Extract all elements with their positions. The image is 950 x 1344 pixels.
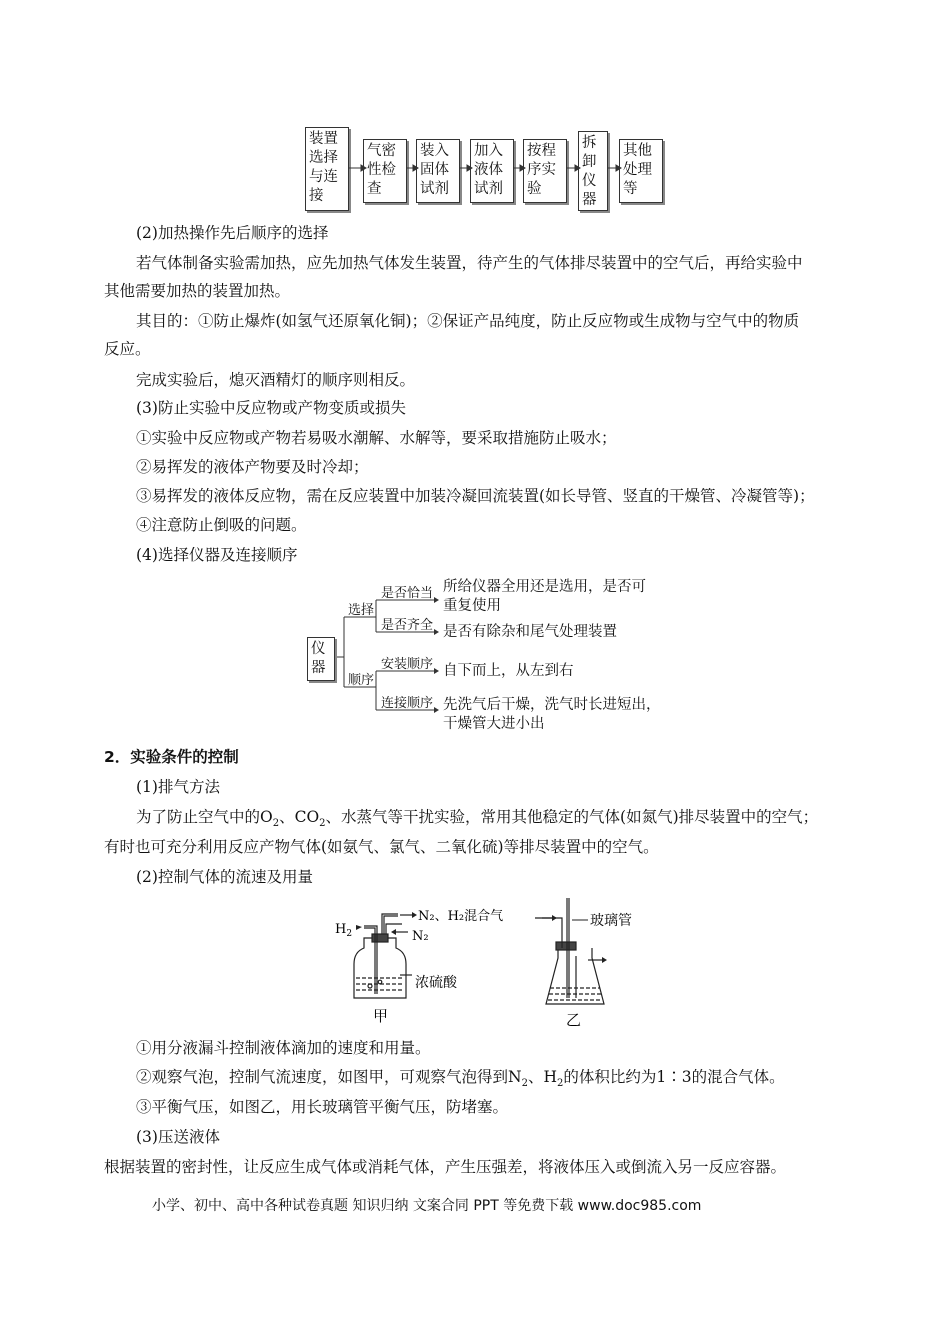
tree-q1: 是否恰当 xyxy=(381,586,434,601)
tree-branch-select: 选择 xyxy=(348,603,375,618)
flow-step-5: 按程序实验 xyxy=(523,139,567,203)
yi-flask xyxy=(546,948,604,1004)
tree-a4: 先洗气后干燥，洗气时长进短出， 干燥管大进小出 xyxy=(443,697,661,732)
heading-exhaust: (1)排气方法 xyxy=(136,778,220,796)
tree-branch-order: 顺序 xyxy=(348,673,375,688)
para-heat-1a: 若气体制备实验需加热，应先加热气体发生装置，待产生的气体排尽装置中的空气后，再给实验中 xyxy=(136,254,803,272)
protect-item-1: ①实验中反应物或产物若易吸水潮解、水解等，要采取措施防止吸水； xyxy=(136,429,617,447)
tree-a1: 所给仪器全用还是选用，是否可 重复使用 xyxy=(443,579,646,614)
tree-a3: 自下而上，从左到右 xyxy=(443,663,574,679)
heading-flow-control: (2)控制气体的流速及用量 xyxy=(136,868,313,886)
tree-root: 仪器 xyxy=(307,637,335,681)
flow-step-3: 装入固体试剂 xyxy=(416,139,460,203)
para-exhaust-a: 为了防止空气中的$O_2$、$CO_2$、水蒸气等干扰实验，常用其他稳定的气体(如氮气)排尽装置中的空气； xyxy=(136,808,819,830)
protect-item-2: ②易挥发的液体产物要及时冷却； xyxy=(136,458,369,476)
page-footer: 小学、初中、高中各种试卷真题 知识归纳 文案合同 PPT 等免费下载 www.doc985.com xyxy=(152,1198,702,1214)
label-n2-in: N₂ xyxy=(412,929,429,944)
flow-step-7: 其他处理等 xyxy=(619,139,663,203)
tree-a2: 是否有除杂和尾气处理装置 xyxy=(443,624,617,640)
flow-step-2: 气密性检查 xyxy=(363,139,407,203)
flow-step-6: 拆卸仪器 xyxy=(578,131,608,211)
flow-arrows xyxy=(0,0,950,220)
heading-heat: (2)加热操作先后顺序的选择 xyxy=(136,224,329,242)
protect-item-4: ④注意防止倒吸的问题。 xyxy=(136,516,307,534)
label-acid: 浓硫酸 xyxy=(415,975,457,991)
flow-step-1: 装置选择与连接 xyxy=(305,127,349,211)
para-heat-1b: 其他需要加热的装置加热。 xyxy=(104,282,291,300)
heading-section-2: 2．实验条件的控制 xyxy=(104,748,239,766)
apparatus-figure xyxy=(320,890,650,1030)
flow-item-3: ③平衡气压，如图乙，用长玻璃管平衡气压，防堵塞。 xyxy=(136,1098,509,1116)
label-h2-in: $H_2$ xyxy=(335,922,353,939)
flow-item-1: ①用分液漏斗控制液体滴加的速度和用量。 xyxy=(136,1039,431,1057)
para-exhaust-b: 有时也可充分利用反应产物气体(如氨气、氯气、二氧化硫)等排尽装置中的空气。 xyxy=(104,838,659,856)
heading-press: (3)压送液体 xyxy=(136,1128,220,1146)
heading-select: (4)选择仪器及连接顺序 xyxy=(136,546,298,564)
para-heat-2b: 反应。 xyxy=(104,340,151,358)
label-jia: 甲 xyxy=(373,1007,389,1025)
label-mixed-gas: N₂、H₂混合气 xyxy=(418,909,504,924)
tree-q2: 是否齐全 xyxy=(381,618,434,633)
para-heat-2a: 其目的：①防止爆炸(如氢气还原氧化铜)；②保证产品纯度，防止反应物或生成物与空气中的物质 xyxy=(136,312,800,330)
label-glass-tube: 玻璃管 xyxy=(590,913,632,929)
protect-item-3: ③易挥发的液体反应物，需在反应装置中加装冷凝回流装置(如长导管、竖直的干燥管、冷凝管等)； xyxy=(136,487,815,505)
flow-item-2: ②观察气泡，控制气流速度，如图甲，可观察气泡得到$N_2$、$H_2$的体积比约为1∶3的混合气体。 xyxy=(136,1068,785,1090)
jia-stopper xyxy=(372,934,388,942)
heading-protect: (3)防止实验中反应物或产物变质或损失 xyxy=(136,399,406,417)
tree-q4: 连接顺序 xyxy=(381,696,434,711)
yi-stopper xyxy=(556,942,576,950)
tree-q3: 安装顺序 xyxy=(381,657,434,672)
flow-step-4: 加入液体试剂 xyxy=(470,139,514,203)
jia-bottle xyxy=(354,938,406,998)
para-heat-3: 完成实验后，熄灭酒精灯的顺序则相反。 xyxy=(136,371,416,389)
para-press: 根据装置的密封性，让反应生成气体或消耗气体，产生压强差，将液体压入或倒流入另一反应容器。 xyxy=(104,1158,787,1176)
label-yi: 乙 xyxy=(566,1011,582,1029)
